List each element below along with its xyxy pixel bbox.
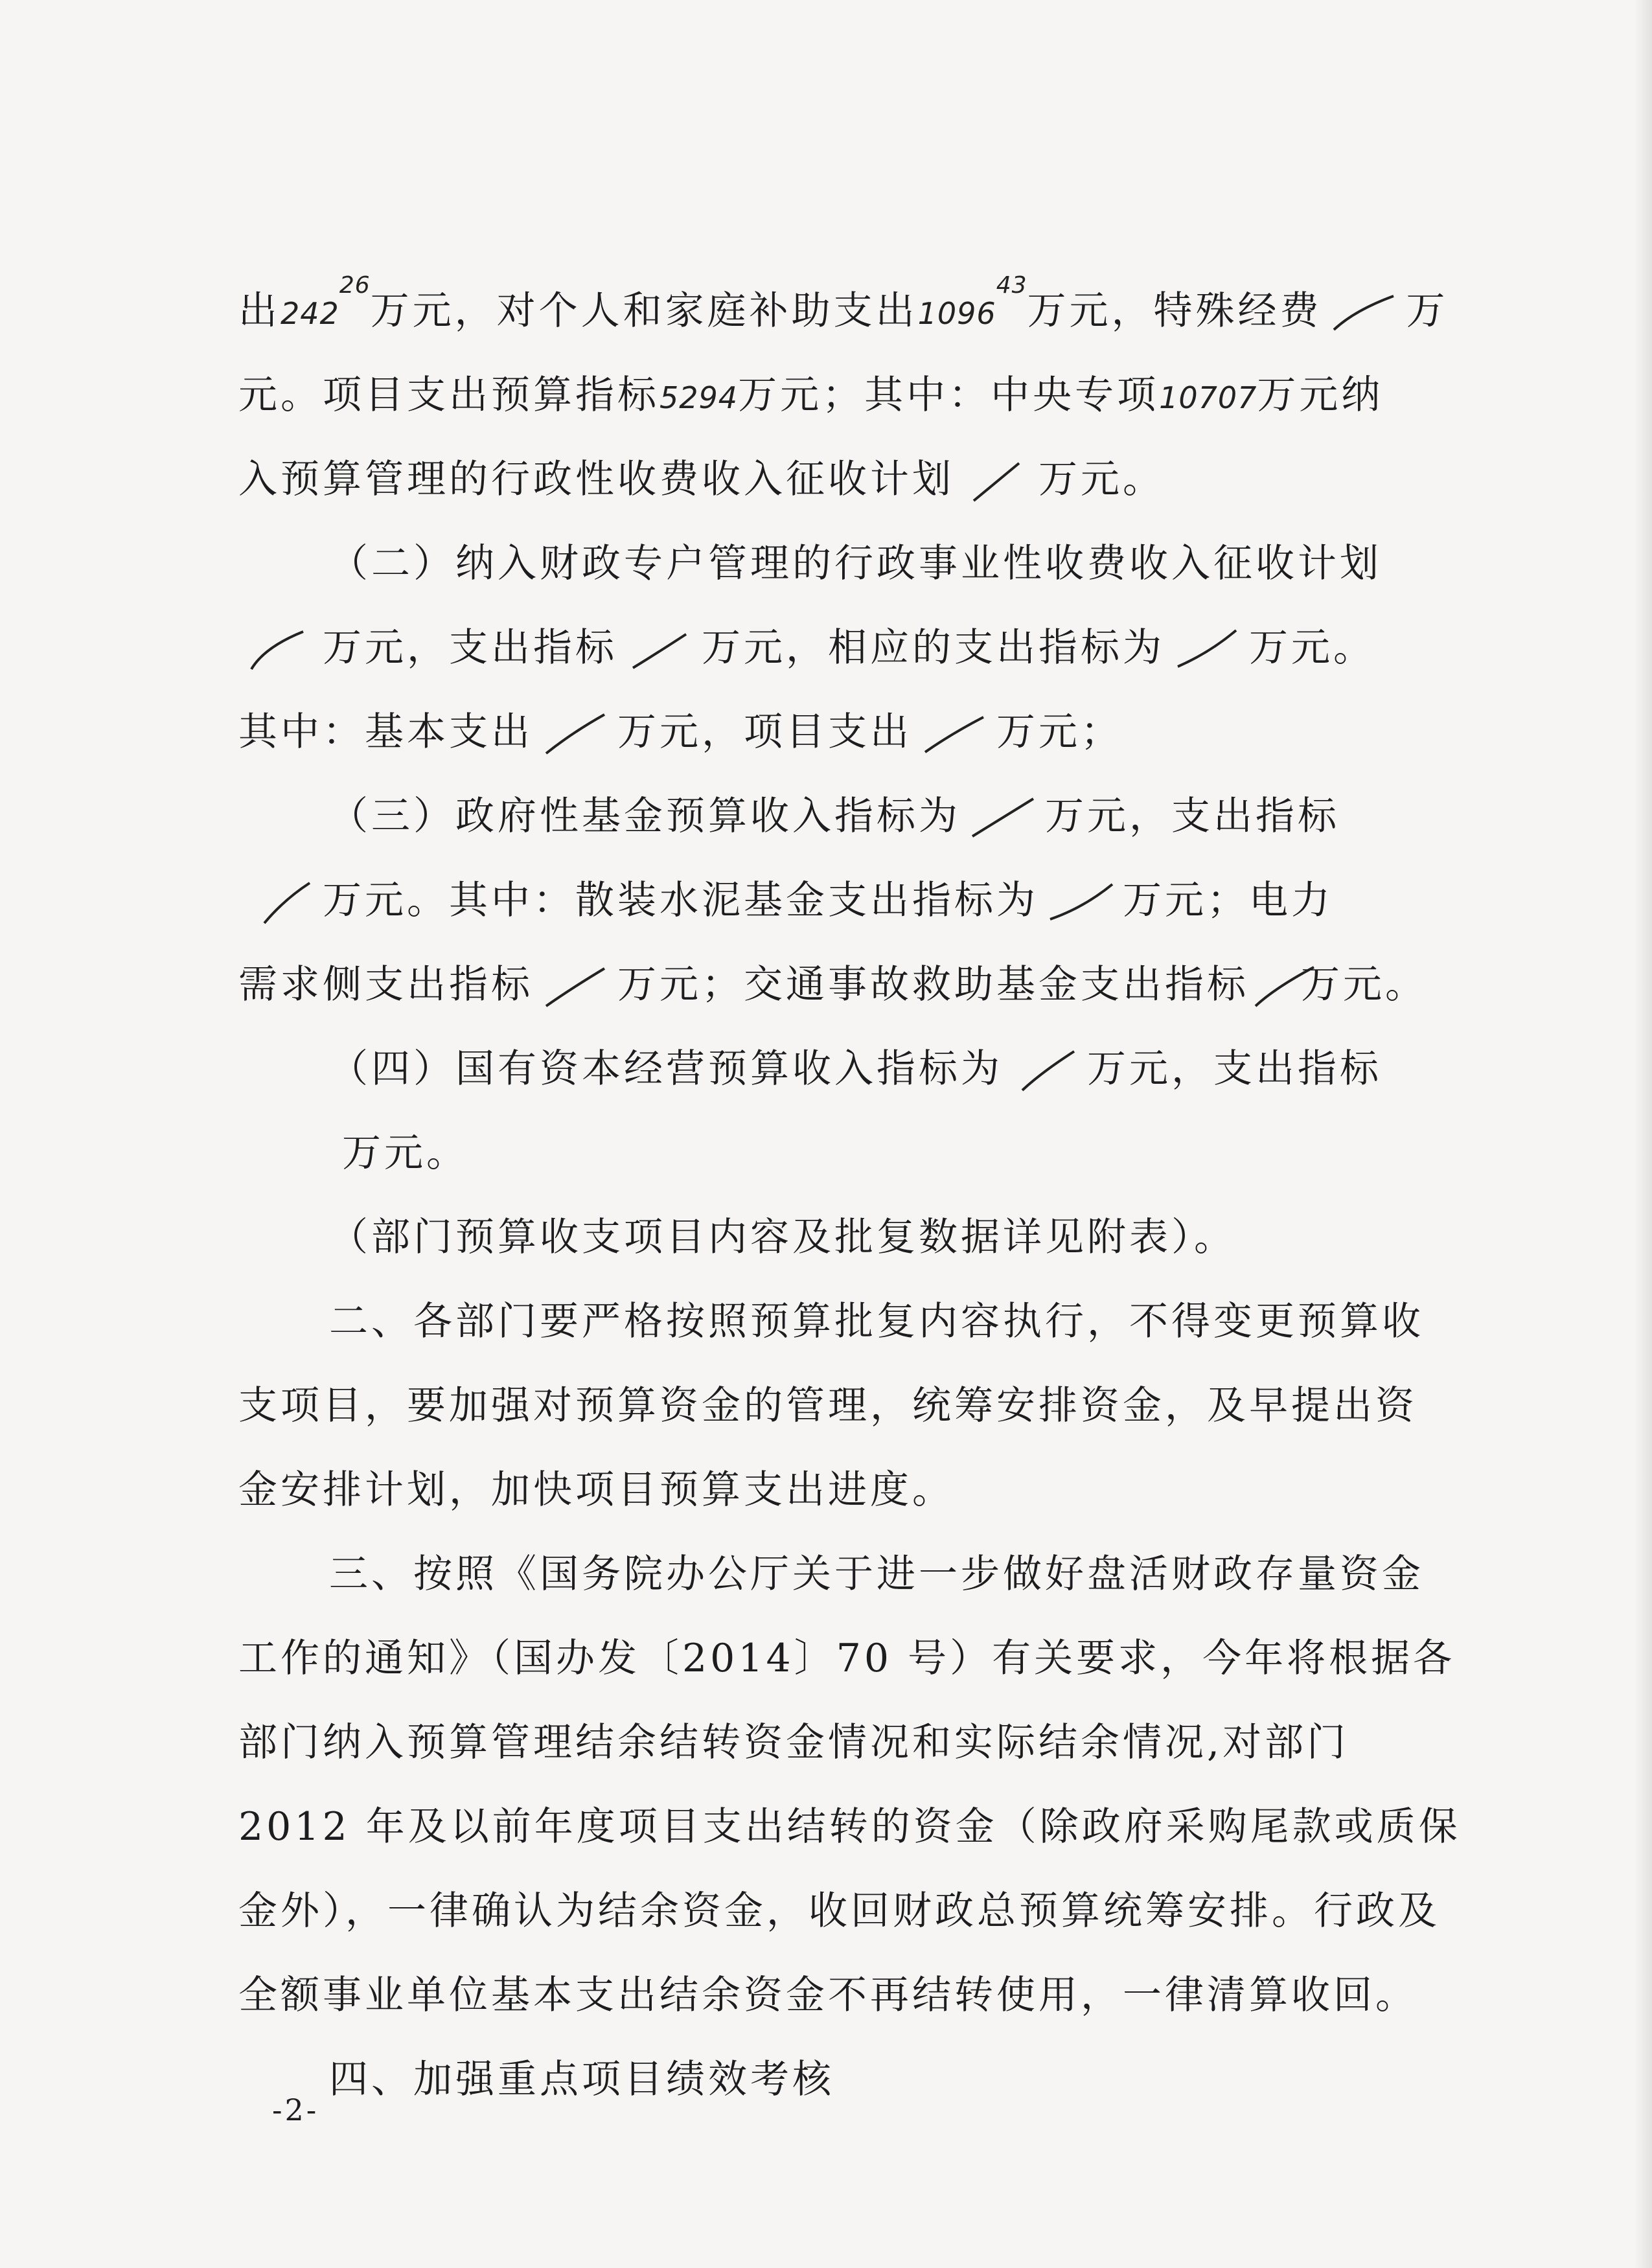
paragraph-line: 金安排计划，加快项目预算支出进度。 — [238, 1467, 954, 1513]
paragraph-line: 工作的通知》（国办发〔2014〕70 号）有关要求，今年将根据各 — [238, 1636, 1456, 1681]
paragraph-line: 出$242^{26}$万元，对个人和家庭补助支出1096$^{43}$万元，特殊经费 万 — [238, 285, 1449, 343]
page-number: -2- — [272, 2092, 319, 2127]
handwritten-slash-mark — [912, 706, 996, 758]
paragraph-line: 全额事业单位基本支出结余资金不再结转使用，一律清算收回。 — [238, 1973, 1417, 2018]
section-heading: 四、加强重点项目绩效考核 — [329, 2057, 834, 2102]
handwritten-slash-mark — [533, 706, 617, 758]
paragraph-line: 金外），一律确认为结余资金，收回财政总预算统筹安排。行政及 — [238, 1888, 1440, 1934]
handwritten-slash-mark — [617, 622, 702, 674]
paragraph-line: 三、按照《国务院办公厅关于进一步做好盘活财政存量资金 — [329, 1552, 1424, 1597]
handwritten-slash-mark — [954, 453, 1038, 505]
paragraph-line: 部门纳入预算管理结余结转资金情况和实际结余情况,对部门 — [238, 1720, 1349, 1765]
paragraph-line: 支项目，要加强对预算资金的管理，统筹安排资金，及早提出资 — [238, 1383, 1417, 1428]
paragraph-line: 二、各部门要严格按照预算批复内容执行，不得变更预算收 — [329, 1299, 1424, 1344]
paragraph-line: （四）国有资本经营预算收入指标为 万元，支出指标 — [329, 1043, 1382, 1095]
handwritten-value: 1096 — [917, 296, 996, 331]
paragraph-line: 2012 年及以前年度项目支出结转的资金（除政府采购尾款或质保 — [238, 1804, 1461, 1850]
handwritten-value: 26 — [339, 272, 371, 299]
handwritten-slash-mark — [238, 622, 323, 674]
paragraph-line: 万元，支出指标 万元，相应的支出指标为 万元。 — [238, 622, 1375, 674]
handwritten-value: 5294 — [660, 380, 739, 415]
paragraph-line: 入预算管理的行政性收费收入征收计划 万元。 — [238, 453, 1165, 505]
handwritten-slash-mark — [1003, 1043, 1087, 1095]
handwritten-value: 242 — [281, 296, 339, 331]
handwritten-slash-mark — [238, 875, 323, 926]
handwritten-slash-mark — [1249, 959, 1301, 1011]
handwritten-slash-mark — [961, 790, 1045, 842]
paragraph-line: 万元。其中：散装水泥基金支出指标为 万元；电力 — [238, 875, 1333, 926]
handwritten-slash-mark — [1038, 875, 1123, 926]
paragraph-line: 需求侧支出指标 万元；交通事故救助基金支出指标 万元。 — [238, 959, 1427, 1011]
paragraph-line: （部门预算收支项目内容及批复数据详见附表）。 — [329, 1215, 1236, 1260]
handwritten-slash-mark — [1322, 285, 1406, 337]
handwritten-value: 10707 — [1159, 380, 1257, 415]
paragraph-line: （三）政府性基金预算收入指标为 万元，支出指标 — [329, 790, 1340, 842]
handwritten-slash-mark — [1165, 622, 1249, 674]
paragraph-line: （二）纳入财政专户管理的行政事业性收费收入征收计划 — [329, 541, 1382, 586]
paragraph-line: 其中：基本支出 万元，项目支出 万元； — [238, 706, 1123, 758]
handwritten-slash-mark — [533, 959, 617, 1011]
handwritten-value: 43 — [996, 272, 1027, 299]
paragraph-line: 万元。 — [342, 1130, 468, 1176]
paragraph-line: 元。项目支出预算指标5294万元；其中：中央专项10707万元纳 — [238, 372, 1384, 418]
